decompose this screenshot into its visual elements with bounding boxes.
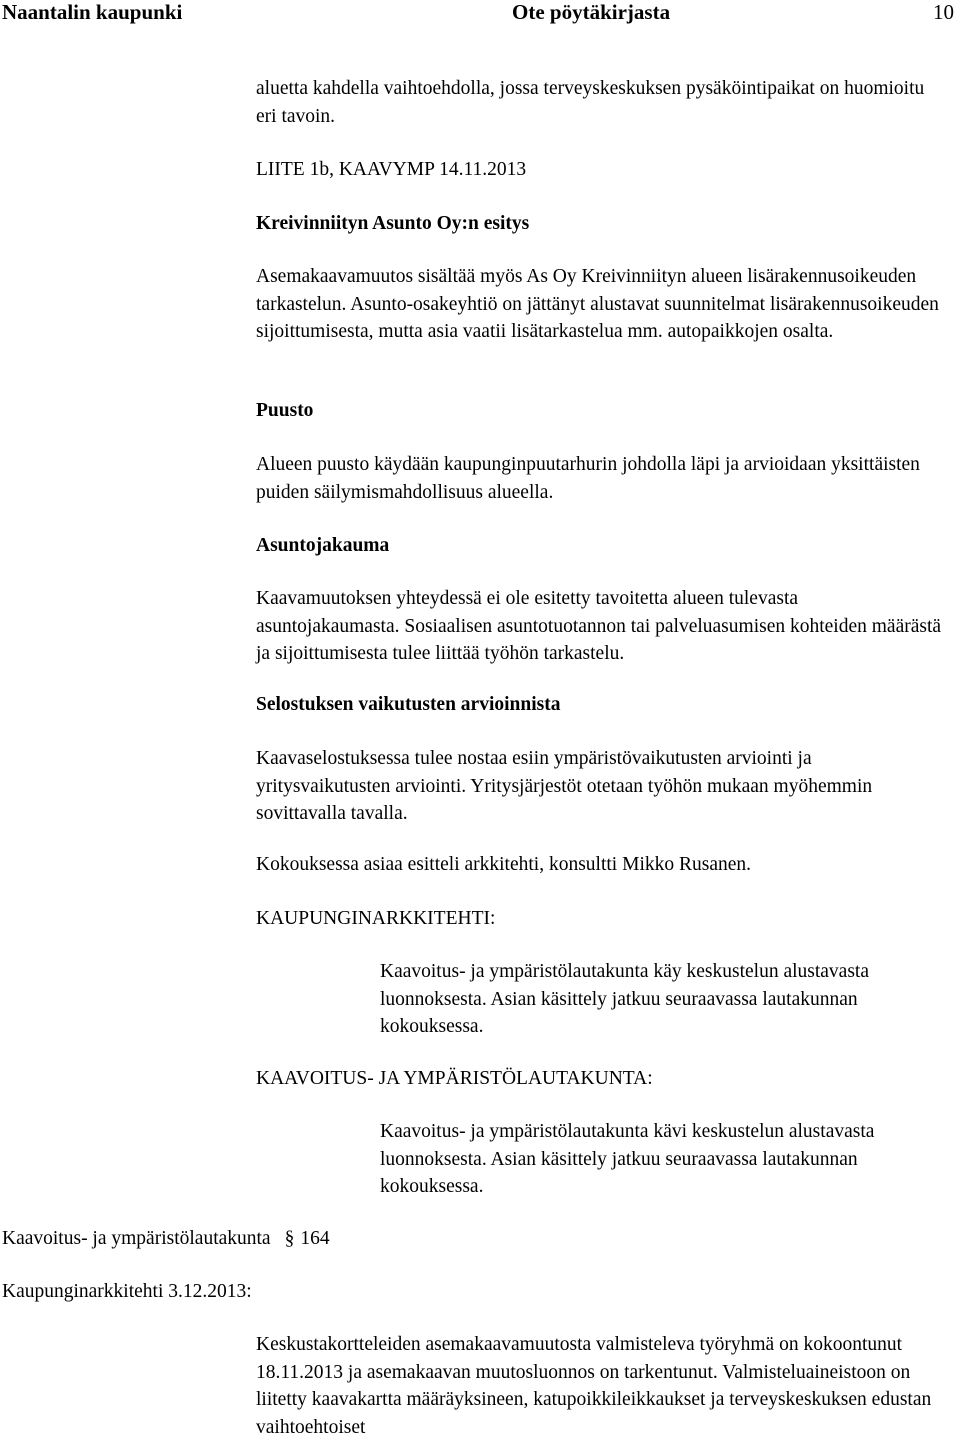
section-text-vaikutusten-arviointi: Kaavaselostuksessa tulee nostaa esiin ympäristövaikutusten arviointi ja yritysvaikutusten arviointi. Yritysjärjestöt otetaan työhön mukaan myöhemmin sovittavalla tavalla. <box>256 748 873 825</box>
document-type: Ote pöytäkirjasta <box>512 0 671 24</box>
board-section-label <box>2 1225 330 1252</box>
page-number: 10 <box>933 0 954 24</box>
section-text-asuntojakauma: Kaavamuutoksen yhteydessä ei ole esitetty tavoitetta alueen tulevasta asuntojakaumasta. Sosiaalisen asuntotuotannon tai palveluasumisen kohteiden määrästä ja sijoittumisesta tulee liittää työhön tarkastelu. <box>256 588 942 665</box>
architect-proposal: Kaavoitus- ja ympäristölautakunta käy keskustelun alustavasta luonnoksesta. Asian käsittely jatkuu seuraavassa lautakunnan kokouksessa. <box>380 961 869 1038</box>
board-decision: Kaavoitus- ja ympäristölautakunta kävi keskustelun alustavasta luonnoksesta. Asian käsittely jatkuu seuraavassa lautakunnan kokouksessa. <box>380 1121 875 1198</box>
board-label: KAAVOITUS- JA YMPÄRISTÖLAUTAKUNTA: <box>256 1068 653 1089</box>
presenter-text: Kokouksessa asiaa esitteli arkkitehti, konsultti Mikko Rusanen. <box>256 854 752 875</box>
organization-name: Naantalin kaupunki <box>2 0 183 24</box>
intro-paragraph: aluetta kahdella vaihtoehdolla, jossa terveyskeskuksen pysäköintipaikat on huomioitu eri tavoin. <box>256 78 925 127</box>
section-text-kreivinniitty: Asemakaavamuutos sisältää myös As Oy Kreivinniityn alueen lisärakennusoikeuden tarkastelun. Asunto-osakeyhtiö on jättänyt alustavat suunnitelmat lisärakennusoikeuden sijoittumisesta, mutta asia vaatii lisätarkastelua mm. autopaikkojen osalta. <box>256 266 939 343</box>
next-item-text: Keskustakortteleiden asemakaavamuutosta valmisteleva työryhmä on kokoontunut 18.11.2013 ja asemakaavan muutosluonnos on tarkentunut. Valmisteluaineistoon on liitetty kaavakartta määräyksineen, katupoikkileikkaukset ja terveyskeskuksen edustan vaihtoehtoiset <box>256 1334 932 1438</box>
section-heading-kreivinniitty: Kreivinniityn Asunto Oy:n esitys <box>256 213 530 234</box>
architect-label: KAUPUNGINARKKITEHTI: <box>256 908 496 929</box>
section-text-puusto: Alueen puusto käydään kaupunginpuutarhurin johdolla läpi ja arvioidaan yksittäisten puiden säilymismahdollisuus alueella. <box>256 454 920 503</box>
page-header <box>0 0 960 30</box>
section-heading-vaikutusten-arviointi: Selostuksen vaikutusten arvioinnista <box>256 694 561 715</box>
architect-date-label: Kaupunginarkkitehti 3.12.2013: <box>2 1281 252 1302</box>
section-symbol: § <box>284 1228 295 1249</box>
board-name: Kaavoitus- ja ympäristölautakunta <box>2 1228 271 1249</box>
section-heading-asuntojakauma: Asuntojakauma <box>256 535 390 556</box>
section-heading-puusto: Puusto <box>256 400 314 421</box>
attachment-reference: LIITE 1b, KAAVYMP 14.11.2013 <box>256 159 527 180</box>
section-number: 164 <box>300 1228 330 1249</box>
